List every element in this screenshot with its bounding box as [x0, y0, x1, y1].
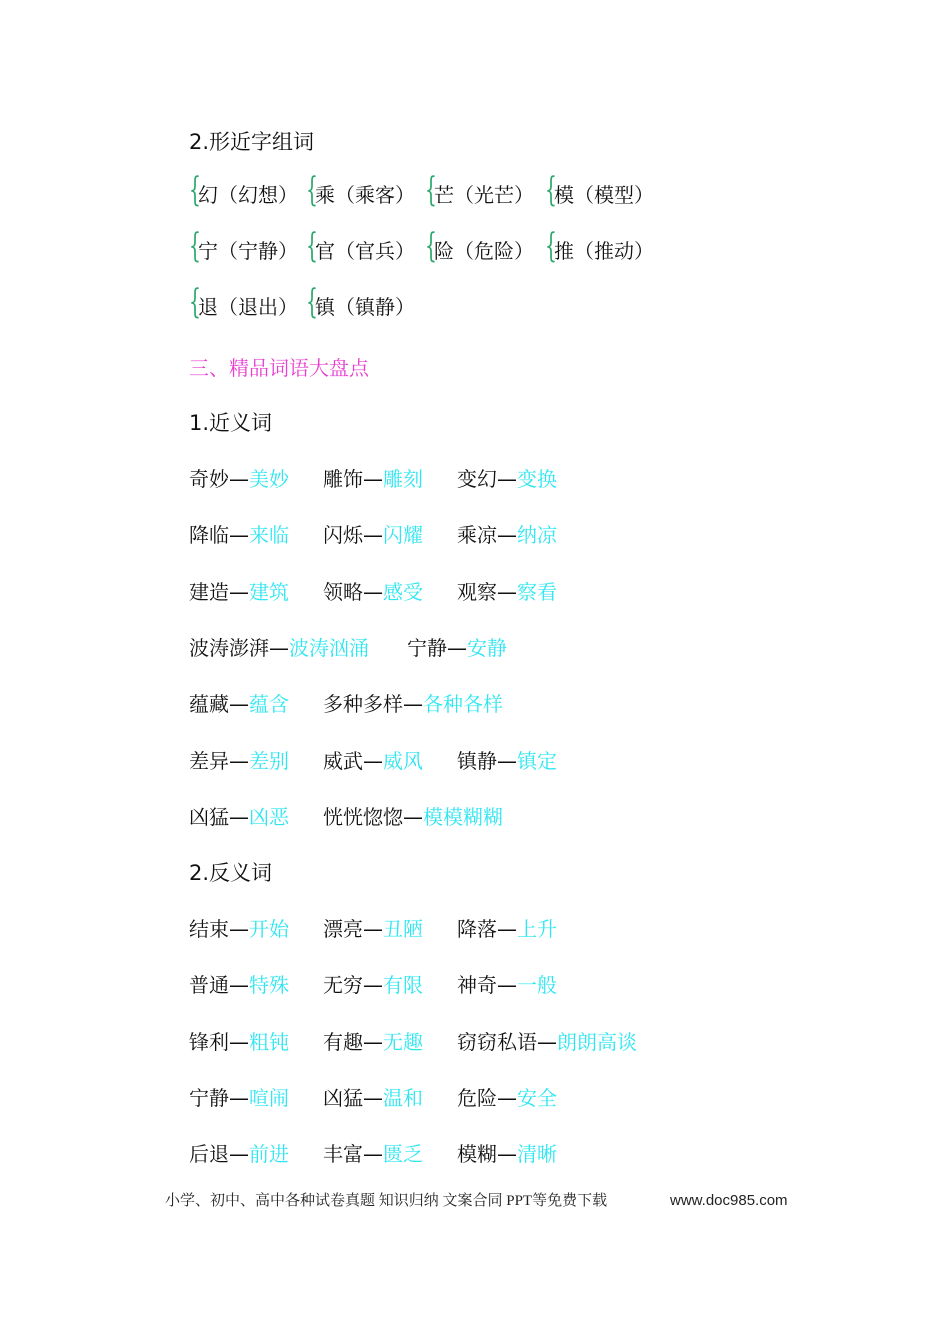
synonym-pair: [407, 633, 507, 663]
synonym-pair: [189, 520, 289, 550]
footer-text: 小学、初中、高中各种试卷真题 知识归纳 文案合同 PPT等免费下载: [165, 1193, 608, 1209]
dash-separator: —: [537, 1029, 557, 1054]
dash-separator: —: [363, 1142, 383, 1167]
dash-separator: —: [229, 748, 249, 773]
shape-word-text: 镇（镇静）: [315, 295, 415, 319]
synonym-answer: 感受: [383, 579, 423, 604]
synonym-word: 建造: [189, 579, 229, 604]
dash-separator: —: [229, 523, 249, 548]
synonym-answer: 美妙: [249, 467, 289, 491]
synonym-pair: [189, 633, 369, 663]
synonym-pair: [323, 689, 503, 719]
brace-mark: {: [545, 170, 557, 210]
dash-separator: —: [229, 804, 249, 829]
dash-separator: —: [229, 917, 249, 941]
antonym-answer: 粗钝: [249, 1029, 289, 1054]
synonym-pair: [323, 520, 423, 550]
dash-separator: —: [447, 635, 467, 660]
synonym-pair: [189, 464, 289, 494]
antonym-pair: [457, 970, 557, 1000]
dash-separator: —: [497, 973, 517, 998]
shape-word-text: 险（危险）: [434, 239, 534, 263]
dash-separator: —: [363, 973, 383, 998]
synonym-answer: 镇定: [517, 748, 557, 773]
antonym-word: 漂亮: [323, 917, 363, 941]
dash-separator: —: [363, 917, 383, 941]
antonym-word: 危险: [457, 1085, 497, 1110]
antonym-word: 神奇: [457, 973, 497, 998]
antonym-pair: [189, 1083, 289, 1113]
synonym-pair: [189, 577, 289, 607]
dash-separator: —: [497, 579, 517, 604]
footer-url[interactable]: www.doc985.com: [670, 1192, 788, 1209]
dash-separator: —: [229, 467, 249, 491]
synonym-pair: [457, 577, 557, 607]
brace-mark: {: [189, 170, 201, 210]
synonym-answer: 波涛汹涌: [289, 635, 369, 660]
brace-mark: {: [306, 282, 318, 322]
synonym-answer: 凶恶: [249, 804, 289, 829]
synonym-word: 领略: [323, 579, 363, 604]
synonym-word: 波涛澎湃: [189, 635, 269, 660]
antonym-answer: 朗朗高谈: [557, 1029, 637, 1054]
synonym-word: 多种多样: [323, 692, 403, 717]
dash-separator: —: [363, 579, 383, 604]
antonym-pair: [189, 1027, 289, 1057]
synonym-answer: 模模糊糊: [423, 804, 503, 829]
dash-separator: —: [363, 1085, 383, 1110]
antonym-answer: 前进: [249, 1142, 289, 1167]
dash-separator: —: [497, 1142, 517, 1167]
antonym-pair: [323, 1139, 423, 1169]
synonym-word: 降临: [189, 523, 229, 548]
synonym-answer: 闪耀: [383, 523, 423, 548]
dash-separator: —: [497, 523, 517, 548]
shape-word-text: 芒（光芒）: [434, 183, 534, 207]
shape-word-text: 官（官兵）: [315, 239, 415, 263]
synonym-word: 镇静: [457, 748, 497, 773]
synonym-word: 差异: [189, 748, 229, 773]
dash-separator: —: [229, 973, 249, 998]
antonym-word: 锋利: [189, 1029, 229, 1054]
antonym-answer: 温和: [383, 1085, 423, 1110]
dash-separator: —: [363, 748, 383, 773]
brace-mark: {: [425, 170, 437, 210]
antonym-word: 凶猛: [323, 1085, 363, 1110]
synonym-answer: 安静: [467, 635, 507, 660]
synonym-word: 威武: [323, 748, 363, 773]
dash-separator: —: [403, 804, 423, 829]
antonym-word: 普通: [189, 973, 229, 998]
dash-separator: —: [363, 1029, 383, 1054]
shape-word-text: 宁（宁静）: [198, 239, 298, 263]
heading-antonyms: 2.反义词: [189, 861, 273, 885]
dash-separator: —: [363, 467, 383, 491]
synonym-answer: 威风: [383, 748, 423, 773]
antonym-pair: [323, 970, 423, 1000]
dash-separator: —: [229, 1029, 249, 1054]
antonym-answer: 匮乏: [383, 1142, 423, 1167]
footer: [165, 1190, 788, 1212]
brace-mark: {: [545, 226, 557, 266]
antonym-answer: 安全: [517, 1085, 557, 1110]
antonym-word: 降落: [457, 917, 497, 941]
dash-separator: —: [269, 635, 289, 660]
shape-word-text: 模（模型）: [554, 183, 654, 207]
brace-mark: {: [306, 226, 318, 266]
synonym-answer: 差别: [249, 748, 289, 773]
dash-separator: —: [497, 467, 517, 491]
brace-mark: {: [189, 226, 201, 266]
synonym-word: 奇妙: [189, 467, 229, 491]
antonym-pair: [189, 1139, 289, 1169]
antonym-word: 窃窃私语: [457, 1029, 537, 1054]
synonym-word: 恍恍惚惚: [323, 804, 403, 829]
dash-separator: —: [363, 523, 383, 548]
synonym-pair: [189, 802, 289, 832]
antonym-word: 结束: [189, 917, 229, 941]
shape-word-text: 推（推动）: [554, 239, 654, 263]
dash-separator: —: [229, 1085, 249, 1110]
synonym-word: 乘凉: [457, 523, 497, 548]
synonym-word: 观察: [457, 579, 497, 604]
antonym-word: 宁静: [189, 1085, 229, 1110]
dash-separator: —: [497, 1085, 517, 1110]
synonym-pair: [457, 520, 557, 550]
synonym-word: 凶猛: [189, 804, 229, 829]
antonym-word: 无穷: [323, 973, 363, 998]
antonym-answer: 清晰: [517, 1142, 557, 1167]
shape-word-text: 乘（乘客）: [315, 183, 415, 207]
synonym-pair: [457, 464, 557, 494]
antonym-pair: [323, 914, 423, 944]
antonym-pair: [457, 1083, 557, 1113]
antonym-answer: 有限: [383, 973, 423, 998]
synonym-word: 雕饰: [323, 467, 363, 491]
shape-word-text: 退（退出）: [198, 295, 298, 319]
synonym-answer: 来临: [249, 523, 289, 548]
antonym-pair: [457, 914, 557, 944]
synonym-word: 宁静: [407, 635, 447, 660]
section-title: 三、精品词语大盘点: [189, 356, 369, 380]
antonym-answer: 特殊: [249, 973, 289, 998]
heading-synonyms: 1.近义词: [189, 411, 273, 435]
antonym-word: 丰富: [323, 1142, 363, 1167]
synonym-word: 闪烁: [323, 523, 363, 548]
synonym-answer: 雕刻: [383, 467, 423, 491]
antonym-pair: [189, 914, 289, 944]
dash-separator: —: [229, 1142, 249, 1167]
brace-mark: {: [425, 226, 437, 266]
antonym-answer: 上升: [517, 917, 557, 941]
dash-separator: —: [497, 917, 517, 941]
antonym-answer: 丑陋: [383, 917, 423, 941]
dash-separator: —: [229, 579, 249, 604]
antonym-word: 后退: [189, 1142, 229, 1167]
synonym-pair: [323, 464, 423, 494]
synonym-pair: [189, 689, 289, 719]
dash-separator: —: [497, 748, 517, 773]
synonym-answer: 各种各样: [423, 692, 503, 717]
antonym-word: 模糊: [457, 1142, 497, 1167]
heading-shape-words: 2.形近字组词: [189, 130, 315, 154]
antonym-pair: [189, 970, 289, 1000]
antonym-word: 有趣: [323, 1029, 363, 1054]
brace-mark: {: [189, 282, 201, 322]
synonym-answer: 建筑: [249, 579, 289, 604]
shape-word-text: 幻（幻想）: [198, 183, 298, 207]
synonym-pair: [457, 746, 557, 776]
antonym-pair: [323, 1027, 423, 1057]
antonym-pair: [457, 1027, 637, 1057]
synonym-pair: [323, 746, 423, 776]
dash-separator: —: [403, 692, 423, 717]
synonym-pair: [323, 802, 503, 832]
brace-mark: {: [306, 170, 318, 210]
synonym-answer: 纳凉: [517, 523, 557, 548]
antonym-pair: [457, 1139, 557, 1169]
dash-separator: —: [229, 692, 249, 717]
antonym-answer: 无趣: [383, 1029, 423, 1054]
antonym-pair: [323, 1083, 423, 1113]
synonym-pair: [323, 577, 423, 607]
synonym-pair: [189, 746, 289, 776]
synonym-word: 蕴藏: [189, 692, 229, 717]
antonym-answer: 一般: [517, 973, 557, 998]
antonym-answer: 喧闹: [249, 1085, 289, 1110]
synonym-answer: 变换: [517, 467, 557, 491]
synonym-answer: 察看: [517, 579, 557, 604]
synonym-word: 变幻: [457, 467, 497, 491]
antonym-answer: 开始: [249, 917, 289, 941]
synonym-answer: 蕴含: [249, 692, 289, 717]
